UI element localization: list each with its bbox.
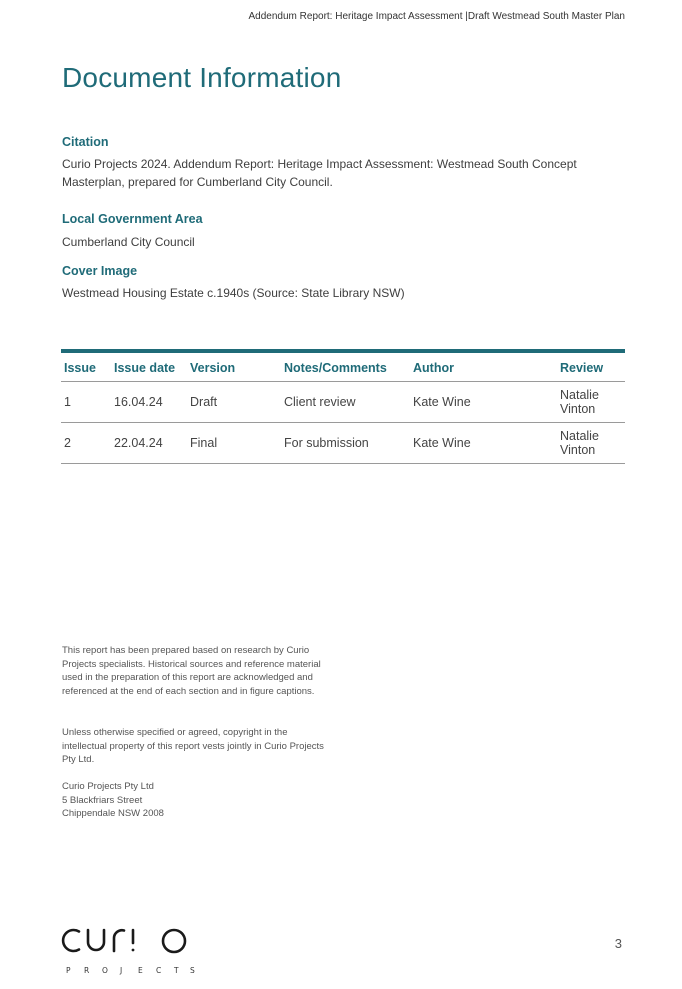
cell-issue: 1: [61, 382, 111, 423]
table-row: [61, 382, 625, 423]
svg-text:T: T: [174, 966, 179, 975]
col-header-issue-date: Issue date: [111, 351, 187, 382]
address-line: 5 Blackfriars Street: [62, 794, 143, 806]
col-header-author: Author: [410, 351, 557, 382]
page-number: 3: [614, 936, 622, 951]
lga-text: Cumberland City Council: [62, 235, 195, 249]
cell-author: Kate Wine: [410, 382, 557, 423]
col-header-review: Review: [557, 351, 625, 382]
page-title: Document Information: [62, 62, 342, 93]
svg-text:E: E: [138, 966, 143, 975]
col-header-version: Version: [187, 351, 281, 382]
cell-author: Kate Wine: [410, 423, 557, 464]
cell-notes: For submission: [281, 423, 410, 464]
svg-text:O: O: [102, 966, 108, 975]
disclaimer-paragraph: This report has been prepared based on research by Curio Projects specialists. Historical sources and reference material used in the preparation of this report are acknowledged and referenced at the end of each section and in figure captions.: [62, 645, 321, 697]
cell-issue-date: 16.04.24: [111, 382, 187, 423]
cell-version: Draft: [187, 382, 281, 423]
cell-review: Natalie Vinton: [557, 423, 625, 464]
cell-review: Natalie Vinton: [557, 382, 625, 423]
curio-projects-logo: [60, 922, 200, 978]
cell-notes: Client review: [281, 382, 410, 423]
cell-issue-date: 22.04.24: [111, 423, 187, 464]
col-header-issue: Issue: [61, 351, 111, 382]
company-address: [62, 780, 327, 821]
table-header-row: [61, 351, 625, 382]
citation-text: Curio Projects 2024. Addendum Report: Heritage Impact Assessment: Westmead South Concept Masterplan, prepared for Cumberland City Council.: [62, 157, 577, 189]
cell-issue: 2: [61, 423, 111, 464]
svg-text:R: R: [84, 966, 90, 975]
lga-label: Local Government Area: [62, 212, 203, 226]
cover-image-text: Westmead Housing Estate c.1940s (Source: State Library NSW): [62, 286, 405, 300]
address-line: Chippendale NSW 2008: [62, 808, 164, 819]
document-history-table: [61, 349, 625, 464]
disclaimer-paragraph: Unless otherwise specified or agreed, copyright in the intellectual property of this report vests jointly in Curio Projects Pty Ltd.: [62, 727, 324, 765]
col-header-notes: Notes/Comments: [281, 351, 410, 382]
citation-label: Citation: [62, 135, 109, 149]
cell-version: Final: [187, 423, 281, 464]
running-header: Addendum Report: Heritage Impact Assessment |Draft Westmead South Master Plan: [248, 11, 625, 22]
disclaimer-research: [62, 644, 327, 698]
cover-image-label: Cover Image: [62, 264, 138, 278]
svg-text:S: S: [190, 966, 195, 975]
disclaimer-copyright: [62, 726, 327, 767]
address-line: Curio Projects Pty Ltd: [62, 781, 154, 792]
svg-text:J: J: [120, 966, 123, 975]
svg-text:C: C: [156, 966, 162, 975]
table-row: [61, 423, 625, 464]
svg-text:P: P: [66, 966, 71, 975]
